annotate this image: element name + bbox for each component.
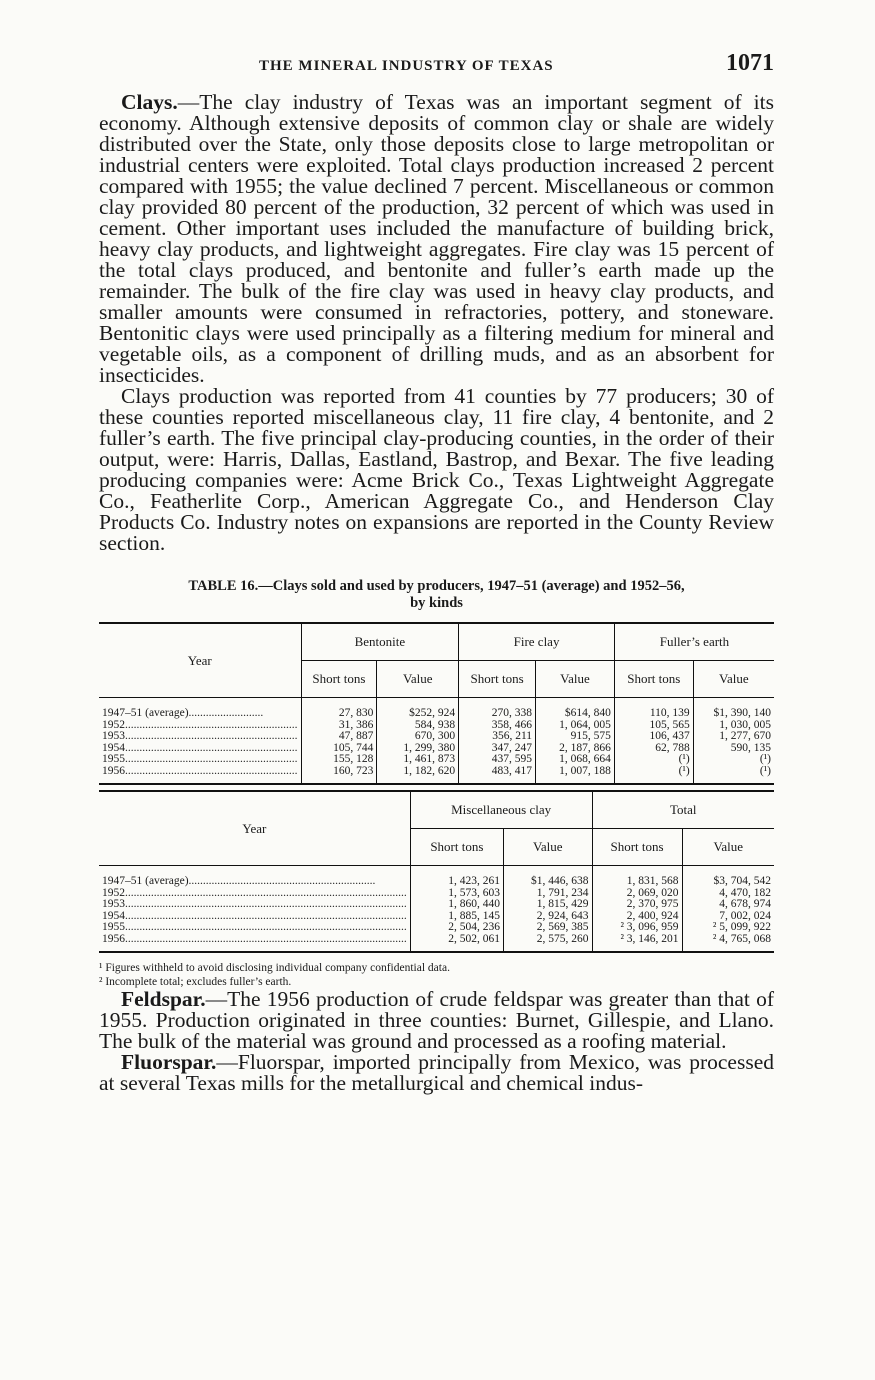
fullers-earth-tons-cell: 105, 565 — [614, 720, 693, 732]
year-header: Year — [99, 623, 301, 698]
table-row — [99, 934, 774, 946]
fire-clay-value-cell: 1, 068, 664 — [536, 754, 615, 766]
table-row — [99, 731, 774, 743]
fluorspar-text: —Fluorspar, imported principally from Mexico, was processed at several Texas mills for the metallurgical and chemical indus- — [99, 1050, 774, 1095]
bentonite-value-cell: $252, 924 — [377, 708, 459, 720]
table-caption-line-1: TABLE 16.—Clays sold and used by producers, 1947–51 (average) and 1952–56, — [188, 578, 685, 594]
fullers-earth-tons-cell: (¹) — [614, 766, 693, 778]
fire-clay-value-cell: 2, 187, 866 — [536, 743, 615, 755]
year-cell: 1954............................................................ — [102, 742, 298, 754]
bentonite-value-cell: 670, 300 — [377, 731, 459, 743]
table-row — [99, 754, 774, 766]
feldspar-text: —The 1956 production of crude feldspar was greater than that of 1955. Production originated in three counties: Burnet, Gillespie, and Llano. The bulk of the material was ground and processed as a roofing material. — [99, 987, 774, 1053]
fullers-earth-value-cell: 590, 135 — [693, 743, 774, 755]
fluorspar-paragraph — [99, 1052, 774, 1094]
fullers-earth-value-cell: 1, 030, 005 — [693, 720, 774, 732]
misc-tons-cell: 1, 423, 261 — [410, 876, 503, 888]
table-footnotes — [99, 961, 774, 989]
total-value-cell: ² 5, 099, 922 — [682, 922, 774, 934]
total-tons-cell: ² 3, 096, 959 — [592, 922, 682, 934]
misc-short-tons-header: Short tons — [410, 829, 503, 866]
fullers-earth-header: Fuller’s earth — [614, 623, 774, 661]
misc-value-cell: $1, 446, 638 — [504, 876, 593, 888]
table-caption-line-2: by kinds — [410, 595, 463, 611]
table-row — [99, 876, 774, 888]
total-header: Total — [592, 791, 774, 829]
bentonite-tons-cell: 105, 744 — [301, 743, 377, 755]
table-row — [99, 708, 774, 720]
fullers-earth-tons-cell: 110, 139 — [614, 708, 693, 720]
year-cell: 1956.................................................................................................. — [102, 933, 407, 945]
total-value-cell: 7, 002, 024 — [682, 911, 774, 923]
fire-clay-value-cell: 1, 064, 005 — [536, 720, 615, 732]
total-value-header: Value — [682, 829, 774, 866]
bentonite-header: Bentonite — [301, 623, 459, 661]
bentonite-tons-cell: 160, 723 — [301, 766, 377, 778]
bentonite-value-cell: 1, 182, 620 — [377, 766, 459, 778]
year-cell: 1953.................................................................................................. — [102, 899, 407, 910]
fluorspar-lead: Fluorspar. — [121, 1050, 217, 1074]
misc-value-cell: 2, 924, 643 — [504, 911, 593, 923]
total-tons-cell: ² 3, 146, 201 — [592, 934, 682, 946]
table-row — [99, 899, 774, 911]
misc-tons-cell: 2, 504, 236 — [410, 922, 503, 934]
bentonite-value-cell: 1, 461, 873 — [377, 754, 459, 766]
bentonite-value-header: Value — [377, 661, 459, 698]
footnote-2: ² Incomplete total; excludes fuller’s earth. — [99, 976, 292, 988]
bentonite-tons-cell: 31, 386 — [301, 720, 377, 732]
table-part-1 — [99, 622, 774, 785]
running-header — [99, 48, 774, 92]
page-number: 1071 — [726, 50, 774, 76]
bentonite-tons-cell: 27, 830 — [301, 708, 377, 720]
fullers-earth-value-cell: (¹) — [693, 766, 774, 778]
total-tons-cell: 2, 069, 020 — [592, 888, 682, 900]
year-cell: 1952............................................................ — [102, 719, 298, 731]
misc-value-cell: 1, 815, 429 — [504, 899, 593, 911]
misc-value-header: Value — [504, 829, 593, 866]
year-cell: 1952.................................................................................................. — [102, 887, 407, 899]
fullers-earth-tons-cell: (¹) — [614, 754, 693, 766]
fire-clay-header: Fire clay — [459, 623, 615, 661]
year-cell: 1956............................................................ — [102, 765, 298, 777]
fire-clay-short-tons-header: Short tons — [459, 661, 536, 698]
fullers-earth-value-cell: $1, 390, 140 — [693, 708, 774, 720]
misc-value-cell: 1, 791, 234 — [504, 888, 593, 900]
total-value-cell: ² 4, 765, 068 — [682, 934, 774, 946]
bentonite-tons-cell: 47, 887 — [301, 731, 377, 743]
fire-clay-tons-cell: 270, 338 — [459, 708, 536, 720]
fullers-earth-tons-cell: 62, 788 — [614, 743, 693, 755]
feldspar-lead: Feldspar. — [121, 987, 206, 1011]
table-part-2 — [99, 790, 774, 953]
total-tons-cell: 2, 400, 924 — [592, 911, 682, 923]
fullers-earth-value-cell: 1, 277, 670 — [693, 731, 774, 743]
fire-clay-tons-cell: 347, 247 — [459, 743, 536, 755]
clays-paragraph-2: Clays production was reported from 41 counties by 77 producers; 30 of these counties reported miscellaneous clay, 11 fire clay, 4 bentonite, and 2 fuller’s earth. The five principal clay-producing counties, in the order of their output, were: Harris, Dallas, Eastland, Bastrop, and Bexar. The five leading producing companies were: Acme Brick Co., Texas Lightweight Aggregate Co., Featherlite Corp., American Aggregate Co., and Henderson Clay Products Co. Industry notes on expansions are reported in the County Review section. — [99, 384, 774, 555]
total-tons-cell: 1, 831, 568 — [592, 876, 682, 888]
total-value-cell: $3, 704, 542 — [682, 876, 774, 888]
bentonite-value-cell: 1, 299, 380 — [377, 743, 459, 755]
year-cell: 1947–51 (average)................................................................. — [102, 876, 376, 887]
fire-clay-tons-cell: 437, 595 — [459, 754, 536, 766]
fullers-earth-value-header: Value — [693, 661, 774, 698]
feldspar-paragraph — [99, 989, 774, 1052]
year-cell: 1955.................................................................................................. — [102, 922, 407, 933]
total-short-tons-header: Short tons — [592, 829, 682, 866]
year-header: Year — [99, 791, 410, 866]
fullers-earth-tons-cell: 106, 437 — [614, 731, 693, 743]
fire-clay-value-header: Value — [536, 661, 615, 698]
clays-lead: Clays. — [121, 90, 178, 114]
clays-paragraph-1 — [99, 92, 774, 386]
bentonite-short-tons-header: Short tons — [301, 661, 377, 698]
year-cell: 1947–51 (average).......................... — [102, 708, 264, 719]
fire-clay-tons-cell: 483, 417 — [459, 766, 536, 778]
misc-value-cell: 2, 569, 385 — [504, 922, 593, 934]
table-row — [99, 922, 774, 934]
misc-value-cell: 2, 575, 260 — [504, 934, 593, 946]
fire-clay-value-cell: 1, 007, 188 — [536, 766, 615, 778]
miscellaneous-clay-header: Miscellaneous clay — [410, 791, 592, 829]
fullers-earth-short-tons-header: Short tons — [614, 661, 693, 698]
clays-text-1: —The clay industry of Texas was an important segment of its economy. Although extensive deposits of common clay or shale are widely distributed over the State, only those deposits close to large metropolitan or industrial centers were exploited. Total clays production increased 2 percent compared with 1955; the value declined 7 percent. Miscellaneous or common clay provided 80 percent of the production, 32 percent of which was used in cement. Other important uses included the manufacture of building brick, heavy clay products, and lightweight aggregates. Fire clay was 15 percent of the total clays produced, and bentonite and fuller’s earth made up the remainder. The bulk of the fire clay was used in heavy clay products, and smaller amounts were consumed in refractories, pottery, and stoneware. Bentonitic clays were used principally as a filtering medium for mineral and vegetable oils, as a component of drilling muds, and as an absorbent for insecticides. — [99, 90, 774, 387]
bentonite-value-cell: 584, 938 — [377, 720, 459, 732]
running-title: THE MINERAL INDUSTRY OF TEXAS — [259, 58, 554, 74]
table-caption — [99, 578, 774, 612]
fullers-earth-value-cell: (¹) — [693, 754, 774, 766]
fire-clay-value-cell: $614, 840 — [536, 708, 615, 720]
page — [99, 48, 774, 1094]
year-cell: 1953............................................................ — [102, 731, 298, 742]
total-tons-cell: 2, 370, 975 — [592, 899, 682, 911]
bentonite-tons-cell: 155, 128 — [301, 754, 377, 766]
fire-clay-tons-cell: 358, 466 — [459, 720, 536, 732]
year-cell: 1955............................................................ — [102, 754, 298, 765]
footnote-1: ¹ Figures withheld to avoid disclosing individual company confidential data. — [99, 962, 450, 974]
misc-tons-cell: 1, 573, 603 — [410, 888, 503, 900]
fire-clay-value-cell: 915, 575 — [536, 731, 615, 743]
misc-tons-cell: 2, 502, 061 — [410, 934, 503, 946]
fire-clay-tons-cell: 356, 211 — [459, 731, 536, 743]
misc-tons-cell: 1, 885, 145 — [410, 911, 503, 923]
total-value-cell: 4, 470, 182 — [682, 888, 774, 900]
table-row — [99, 766, 774, 778]
year-cell: 1954.................................................................................................. — [102, 910, 407, 922]
misc-tons-cell: 1, 860, 440 — [410, 899, 503, 911]
total-value-cell: 4, 678, 974 — [682, 899, 774, 911]
